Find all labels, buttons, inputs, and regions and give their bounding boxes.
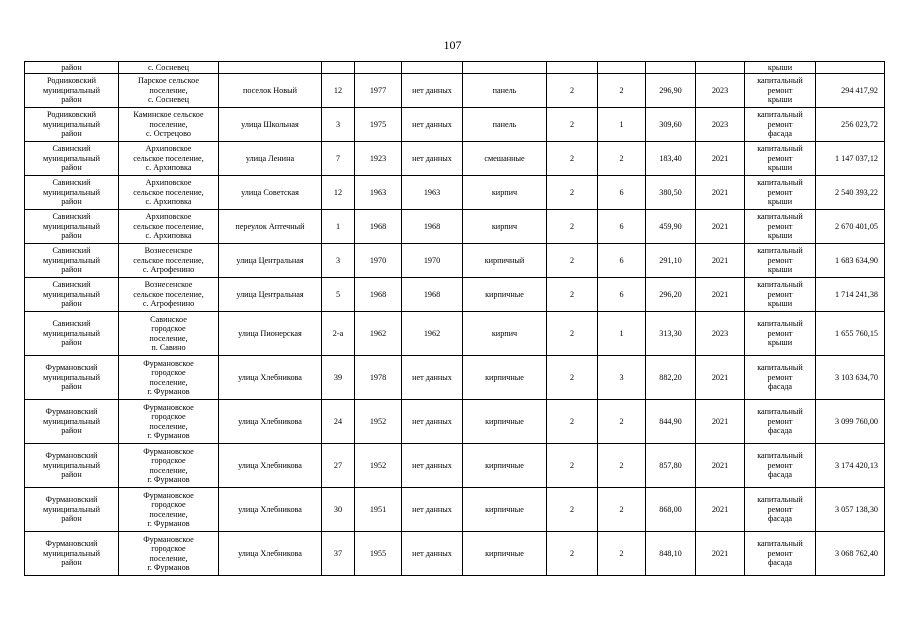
area-cell: 291,10	[646, 244, 696, 278]
settlement-cell: Вознесенское сельское поселение, с. Агрофенино	[119, 278, 219, 312]
street-cell: улица Хлебникова	[219, 356, 322, 400]
material-cell: кирпич	[463, 210, 547, 244]
street-cell: улица Центральная	[219, 244, 322, 278]
material-cell: кирпичные	[463, 356, 547, 400]
material-cell: смешанные	[463, 142, 547, 176]
house-cell: 3	[322, 244, 355, 278]
house-cell: 30	[322, 488, 355, 532]
year-commission-cell: нет данных	[402, 356, 463, 400]
plan-year-cell: 2021	[696, 244, 745, 278]
work-cell: капитальный ремонт фасада	[745, 488, 816, 532]
plan-year-cell: 2021	[696, 488, 745, 532]
area-cell: 868,00	[646, 488, 696, 532]
entrances-cell: 1	[598, 312, 646, 356]
floors-cell: 2	[547, 278, 598, 312]
cost-cell: 3 103 634,70	[816, 356, 885, 400]
district-cell: Савинский муниципальный район	[25, 176, 119, 210]
house-cell: 2-а	[322, 312, 355, 356]
floors-cell: 2	[547, 532, 598, 576]
street-cell: улица Хлебникова	[219, 400, 322, 444]
cost-cell: 2 540 393,22	[816, 176, 885, 210]
material-cell: кирпичные	[463, 488, 547, 532]
year-commission-cell: нет данных	[402, 488, 463, 532]
year-built-cell: 1968	[355, 278, 402, 312]
year-commission-cell: нет данных	[402, 74, 463, 108]
entrances-cell: 6	[598, 176, 646, 210]
housing-repair-table	[24, 61, 885, 576]
area-cell: 459,90	[646, 210, 696, 244]
cost-cell: 294 417,92	[816, 74, 885, 108]
cost-cell: 3 068 762,40	[816, 532, 885, 576]
year-commission-cell: нет данных	[402, 532, 463, 576]
area-cell: 844,90	[646, 400, 696, 444]
house-cell	[322, 62, 355, 74]
entrances-cell: 2	[598, 488, 646, 532]
street-cell: поселок Новый	[219, 74, 322, 108]
settlement-cell: Савинское городское поселение, п. Савино	[119, 312, 219, 356]
district-cell: Фурмановский муниципальный район	[25, 532, 119, 576]
year-commission-cell: 1962	[402, 312, 463, 356]
cost-cell: 2 670 401,05	[816, 210, 885, 244]
material-cell: кирпичные	[463, 444, 547, 488]
floors-cell: 2	[547, 108, 598, 142]
cost-cell: 1 655 760,15	[816, 312, 885, 356]
area-cell	[646, 62, 696, 74]
plan-year-cell: 2021	[696, 210, 745, 244]
year-commission-cell: нет данных	[402, 142, 463, 176]
street-cell: улица Хлебникова	[219, 444, 322, 488]
area-cell: 882,20	[646, 356, 696, 400]
year-commission-cell: нет данных	[402, 444, 463, 488]
district-cell: Фурмановский муниципальный район	[25, 400, 119, 444]
table-row	[25, 62, 885, 74]
floors-cell: 2	[547, 210, 598, 244]
house-cell: 3	[322, 108, 355, 142]
area-cell: 313,30	[646, 312, 696, 356]
material-cell: панель	[463, 74, 547, 108]
district-cell: Савинский муниципальный район	[25, 142, 119, 176]
year-commission-cell: 1963	[402, 176, 463, 210]
work-cell: капитальный ремонт фасада	[745, 108, 816, 142]
settlement-cell: Вознесенское сельское поселение, с. Агрофенино	[119, 244, 219, 278]
settlement-cell: Фурмановское городское поселение, г. Фурманов	[119, 488, 219, 532]
year-built-cell: 1951	[355, 488, 402, 532]
cost-cell	[816, 62, 885, 74]
district-cell: Фурмановский муниципальный район	[25, 444, 119, 488]
street-cell: улица Пионерская	[219, 312, 322, 356]
plan-year-cell: 2021	[696, 176, 745, 210]
house-cell: 7	[322, 142, 355, 176]
district-cell: Фурмановский муниципальный район	[25, 488, 119, 532]
page-number: 107	[443, 38, 462, 52]
settlement-cell: Архиповское сельское поселение, с. Архиповка	[119, 210, 219, 244]
street-cell: улица Хлебникова	[219, 488, 322, 532]
street-cell: улица Советская	[219, 176, 322, 210]
floors-cell: 2	[547, 74, 598, 108]
year-commission-cell	[402, 62, 463, 74]
work-cell: капитальный ремонт крыши	[745, 244, 816, 278]
floors-cell: 2	[547, 488, 598, 532]
street-cell	[219, 62, 322, 74]
entrances-cell: 6	[598, 210, 646, 244]
area-cell: 183,40	[646, 142, 696, 176]
cost-cell: 1 683 634,90	[816, 244, 885, 278]
plan-year-cell: 2021	[696, 400, 745, 444]
table-row	[25, 108, 885, 142]
district-cell: Савинский муниципальный район	[25, 210, 119, 244]
material-cell: кирпичные	[463, 532, 547, 576]
entrances-cell: 2	[598, 444, 646, 488]
work-cell: капитальный ремонт крыши	[745, 142, 816, 176]
settlement-cell: Архиповское сельское поселение, с. Архиповка	[119, 176, 219, 210]
district-cell: район	[25, 62, 119, 74]
entrances-cell: 2	[598, 532, 646, 576]
table-row	[25, 244, 885, 278]
entrances-cell: 3	[598, 356, 646, 400]
house-cell: 37	[322, 532, 355, 576]
year-built-cell: 1952	[355, 444, 402, 488]
year-built-cell: 1952	[355, 400, 402, 444]
cost-cell: 256 023,72	[816, 108, 885, 142]
area-cell: 309,60	[646, 108, 696, 142]
district-cell: Фурмановский муниципальный район	[25, 356, 119, 400]
material-cell	[463, 62, 547, 74]
plan-year-cell: 2021	[696, 278, 745, 312]
year-built-cell: 1975	[355, 108, 402, 142]
street-cell: улица Центральная	[219, 278, 322, 312]
area-cell: 296,20	[646, 278, 696, 312]
settlement-cell: Парское сельское поселение, с. Сосневец	[119, 74, 219, 108]
cost-cell: 3 057 138,30	[816, 488, 885, 532]
district-cell: Савинский муниципальный район	[25, 312, 119, 356]
street-cell: переулок Аптечный	[219, 210, 322, 244]
entrances-cell: 2	[598, 74, 646, 108]
plan-year-cell: 2023	[696, 108, 745, 142]
work-cell: капитальный ремонт крыши	[745, 74, 816, 108]
table-row	[25, 74, 885, 108]
floors-cell	[547, 62, 598, 74]
table-row	[25, 278, 885, 312]
house-cell: 12	[322, 176, 355, 210]
year-built-cell	[355, 62, 402, 74]
area-cell: 848,10	[646, 532, 696, 576]
cost-cell: 3 099 760,00	[816, 400, 885, 444]
entrances-cell	[598, 62, 646, 74]
settlement-cell: Каминское сельское поселение, с. Острецово	[119, 108, 219, 142]
material-cell: кирпичные	[463, 400, 547, 444]
plan-year-cell: 2023	[696, 74, 745, 108]
work-cell: капитальный ремонт крыши	[745, 312, 816, 356]
year-built-cell: 1955	[355, 532, 402, 576]
work-cell: капитальный ремонт крыши	[745, 278, 816, 312]
district-cell: Родниковский муниципальный район	[25, 108, 119, 142]
floors-cell: 2	[547, 444, 598, 488]
year-commission-cell: 1968	[402, 210, 463, 244]
material-cell: панель	[463, 108, 547, 142]
street-cell: улица Хлебникова	[219, 532, 322, 576]
entrances-cell: 1	[598, 108, 646, 142]
work-cell: капитальный ремонт крыши	[745, 176, 816, 210]
district-cell: Родниковский муниципальный район	[25, 74, 119, 108]
plan-year-cell: 2021	[696, 444, 745, 488]
house-cell: 27	[322, 444, 355, 488]
house-cell: 24	[322, 400, 355, 444]
work-cell: капитальный ремонт фасада	[745, 532, 816, 576]
plan-year-cell: 2023	[696, 312, 745, 356]
plan-year-cell: 2021	[696, 356, 745, 400]
work-cell: капитальный ремонт крыши	[745, 210, 816, 244]
entrances-cell: 2	[598, 142, 646, 176]
settlement-cell: Фурмановское городское поселение, г. Фурманов	[119, 356, 219, 400]
floors-cell: 2	[547, 244, 598, 278]
work-cell: крыши	[745, 62, 816, 74]
material-cell: кирпич	[463, 312, 547, 356]
table-row	[25, 312, 885, 356]
area-cell: 857,80	[646, 444, 696, 488]
floors-cell: 2	[547, 142, 598, 176]
plan-year-cell: 2021	[696, 142, 745, 176]
cost-cell: 1 714 241,38	[816, 278, 885, 312]
work-cell: капитальный ремонт фасада	[745, 400, 816, 444]
year-built-cell: 1977	[355, 74, 402, 108]
year-built-cell: 1923	[355, 142, 402, 176]
material-cell: кирпичные	[463, 278, 547, 312]
year-commission-cell: нет данных	[402, 108, 463, 142]
year-commission-cell: 1968	[402, 278, 463, 312]
plan-year-cell: 2021	[696, 532, 745, 576]
material-cell: кирпич	[463, 176, 547, 210]
table-row	[25, 488, 885, 532]
year-built-cell: 1968	[355, 210, 402, 244]
district-cell: Савинский муниципальный район	[25, 278, 119, 312]
table-row	[25, 400, 885, 444]
cost-cell: 1 147 037,12	[816, 142, 885, 176]
settlement-cell: Фурмановское городское поселение, г. Фурманов	[119, 400, 219, 444]
year-commission-cell: 1970	[402, 244, 463, 278]
year-built-cell: 1963	[355, 176, 402, 210]
house-cell: 5	[322, 278, 355, 312]
table-row	[25, 210, 885, 244]
table-row	[25, 142, 885, 176]
district-cell: Савинский муниципальный район	[25, 244, 119, 278]
cost-cell: 3 174 420,13	[816, 444, 885, 488]
entrances-cell: 6	[598, 244, 646, 278]
entrances-cell: 2	[598, 400, 646, 444]
work-cell: капитальный ремонт фасада	[745, 356, 816, 400]
year-built-cell: 1962	[355, 312, 402, 356]
house-cell: 39	[322, 356, 355, 400]
area-cell: 296,90	[646, 74, 696, 108]
table-row	[25, 444, 885, 488]
floors-cell: 2	[547, 312, 598, 356]
floors-cell: 2	[547, 356, 598, 400]
year-built-cell: 1978	[355, 356, 402, 400]
area-cell: 380,50	[646, 176, 696, 210]
floors-cell: 2	[547, 400, 598, 444]
table-row	[25, 532, 885, 576]
material-cell: кирпичный	[463, 244, 547, 278]
settlement-cell: Архиповское сельское поселение, с. Архиповка	[119, 142, 219, 176]
table-row	[25, 176, 885, 210]
settlement-cell: с. Сосневец	[119, 62, 219, 74]
house-cell: 1	[322, 210, 355, 244]
work-cell: капитальный ремонт фасада	[745, 444, 816, 488]
street-cell: улица Ленина	[219, 142, 322, 176]
year-commission-cell: нет данных	[402, 400, 463, 444]
plan-year-cell	[696, 62, 745, 74]
year-built-cell: 1970	[355, 244, 402, 278]
settlement-cell: Фурмановское городское поселение, г. Фурманов	[119, 532, 219, 576]
street-cell: улица Школьная	[219, 108, 322, 142]
settlement-cell: Фурмановское городское поселение, г. Фурманов	[119, 444, 219, 488]
entrances-cell: 6	[598, 278, 646, 312]
house-cell: 12	[322, 74, 355, 108]
table-row	[25, 356, 885, 400]
floors-cell: 2	[547, 176, 598, 210]
